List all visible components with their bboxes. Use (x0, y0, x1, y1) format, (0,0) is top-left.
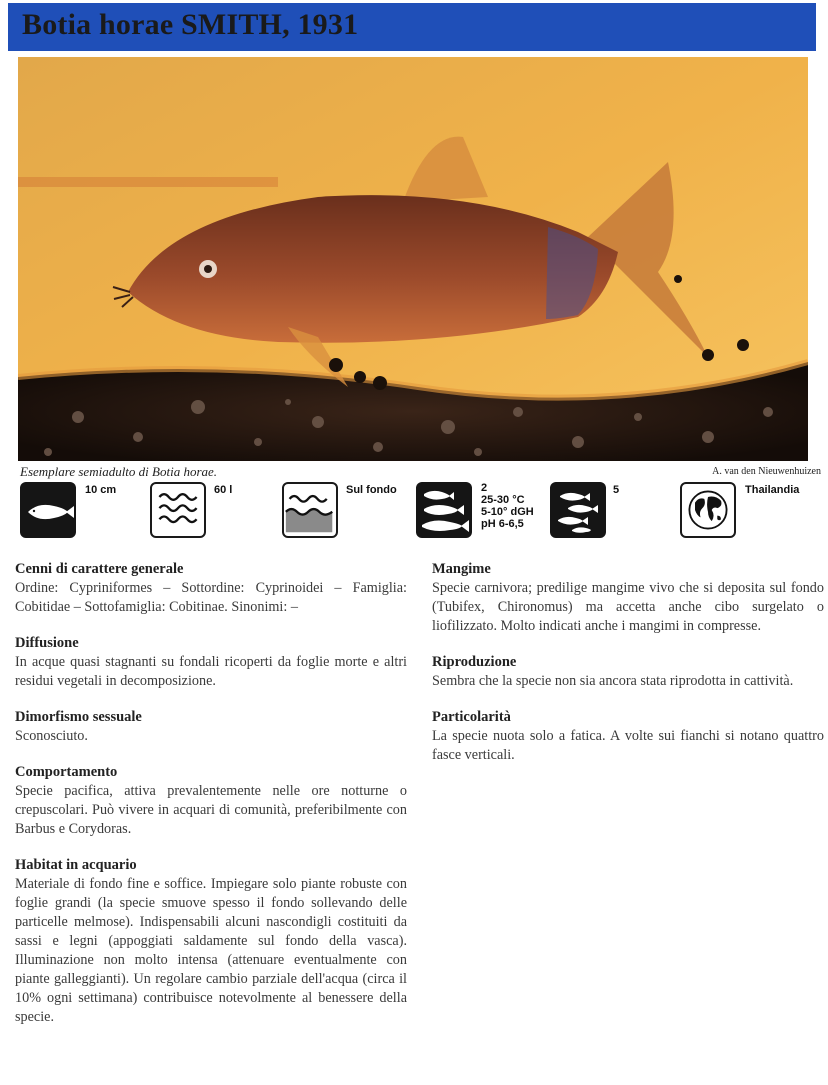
botia-horae-illustration (18, 57, 808, 461)
title-bar (8, 3, 816, 51)
section-food (432, 560, 824, 636)
section-aquarium-habitat (15, 856, 407, 1027)
section-peculiarities (432, 708, 824, 765)
photo-credit: A. van den Nieuwenhuizen (712, 466, 821, 477)
section-heading: Mangime (432, 561, 491, 577)
section-heading: Particolarità (432, 709, 511, 725)
section-body: Ordine: Cypriniformes – Sottordine: Cyprinoidei – Famiglia: Cobitidae – Sottofamiglia: Cobitinae. Sinonimi: – (15, 580, 407, 615)
section-heading: Dimorfismo sessuale (15, 709, 142, 725)
section-heading: Cenni di carattere generale (15, 561, 184, 577)
photo-caption: Esemplare semiadulto di Botia horae. (20, 464, 218, 479)
section-sexual-dimorphism (15, 708, 407, 746)
left-column (15, 560, 407, 1044)
section-heading: Comportamento (15, 764, 118, 780)
right-column (432, 560, 824, 782)
origin-label: Thailandia (745, 484, 800, 496)
section-body: Specie carnivora; predilige mangime vivo che si deposita sul fondo (Tubifex, Chironomus) ma accetta anche cibo surgelato o liofilizzato. Molto indicati anche i mangimi in compresse. (432, 580, 824, 634)
section-body: Materiale di fondo fine e soffice. Impiegare solo piante robuste con foglie grandi (la specie smuove spesso il fondo sollevando delle particelle melmose). Indispensabili alcuni nascondigli costituiti da sassi e legni (appoggiati saldamente sul fondo della vasca). Illuminazione non molto intensa (attenuare eventualmente con piante galleggianti). Un regolare cambio parziale dell'acqua (circa il 10% ogni settimana) contribuisce notevolmente al benessere della specie. (15, 876, 407, 1025)
section-heading: Habitat in acquario (15, 857, 137, 873)
section-distribution (15, 634, 407, 691)
page-title: Botia horae SMITH, 1931 (22, 8, 359, 41)
school-fish-icon (550, 482, 606, 538)
section-behaviour (15, 763, 407, 839)
size-label: 10 cm (85, 484, 117, 496)
bottom-dweller-label: Sul fondo (346, 484, 397, 496)
tank-volume-label: 60 l (214, 484, 233, 496)
globe-icon (680, 482, 736, 538)
tank-volume-icon (150, 482, 206, 538)
section-heading: Diffusione (15, 635, 79, 651)
section-body: Sconosciuto. (15, 728, 88, 744)
water-parameters-label: 2 25-30 °C 5-10° dGH pH 6-6,5 (481, 482, 534, 530)
species-info-icons (0, 480, 828, 540)
section-body: Specie pacifica, attiva prevalentemente nelle ore notturne o crepuscolari. Può vivere in acquari di comunità, preferibilmente con Barbus e Corydoras. (15, 783, 407, 837)
water-parameters-icon (416, 482, 472, 538)
section-heading: Riproduzione (432, 654, 517, 670)
section-body: Sembra che la specie non sia ancora stata riprodotta in cattività. (432, 673, 794, 689)
fish-size-icon (20, 482, 76, 538)
school-size-label: 5 (613, 484, 620, 496)
section-body: La specie nuota solo a fatica. A volte sui fianchi si notano quattro fasce verticali. (432, 728, 824, 763)
bottom-dweller-icon (282, 482, 338, 538)
section-body: In acque quasi stagnanti su fondali ricoperti da foglie morte e altri residui vegetali in decomposizione. (15, 654, 407, 689)
section-general (15, 560, 407, 617)
fish-photo (18, 57, 808, 461)
section-reproduction (432, 653, 824, 691)
